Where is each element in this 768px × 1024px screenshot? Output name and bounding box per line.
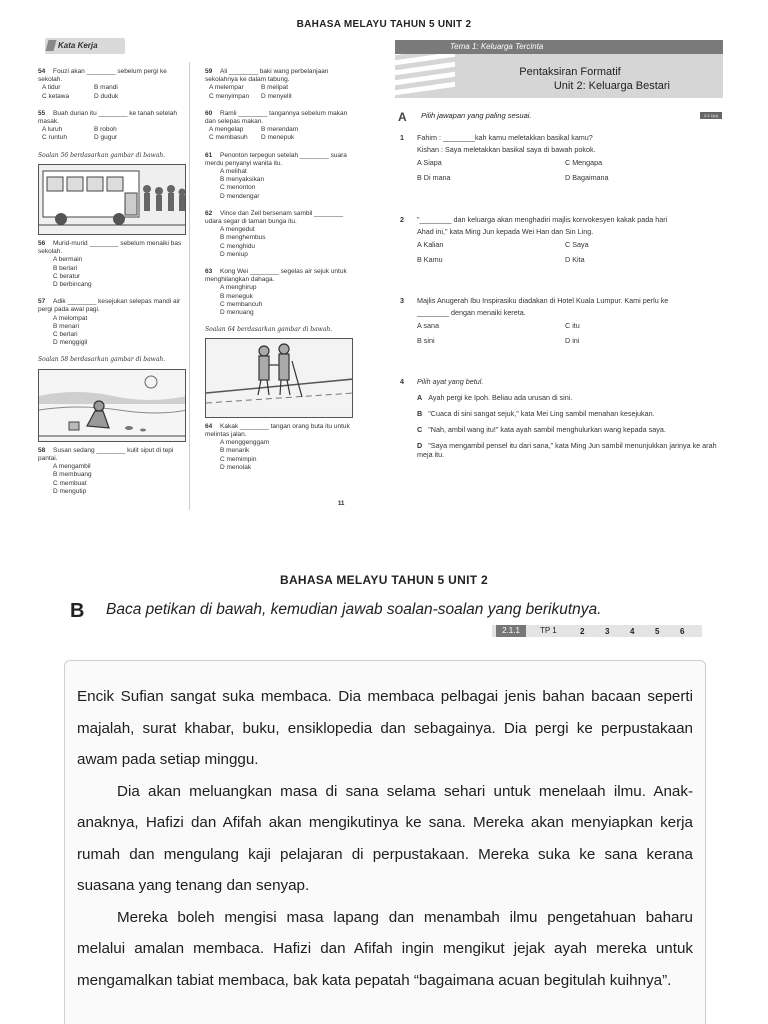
question-line: Ahad ini," kata Ming Jun kepada Wei Han dan Sin Ling. [417, 227, 594, 236]
answer-option: A mengelap [209, 126, 244, 134]
question-item [38, 110, 188, 143]
question-number: 58 [38, 446, 46, 454]
picture-caption: Soalan 56 berdasarkan gambar di bawah. [38, 151, 166, 159]
option-text: "Cuaca di sini sangat sejuk," kata Mei Ling sambil menahan kesejukan. [428, 409, 655, 418]
question-4 [400, 377, 725, 459]
column-divider [189, 62, 190, 510]
picture-caption: Soalan 64 berdasarkan gambar di bawah. [205, 326, 333, 334]
page-header-bottom: BAHASA MELAYU TAHUN 5 UNIT 2 [280, 573, 488, 587]
answer-option [400, 441, 725, 459]
answer-option: C membuat [53, 479, 87, 487]
answer-option: C menghidu [220, 242, 256, 250]
unit-title: Unit 2: Keluarga Bestari [553, 80, 670, 92]
section-b-instruction: Baca petikan di bawah, kemudian jawab soalan-soalan yang berikutnya. [106, 601, 602, 618]
answer-option: C membancuh [220, 300, 263, 308]
answer-option: C menyimpan [209, 92, 250, 100]
question-number: 64 [205, 422, 213, 430]
question-item [38, 298, 188, 347]
answer-option: B menyaksikan [220, 176, 265, 184]
option-letter: A [417, 393, 423, 402]
question-item [205, 110, 355, 143]
passage-paragraph: Dia akan meluangkan masa di sana selama sehari untuk menelaah ilmu. Anak-anaknya, Hafizi dan Afifah akan mengikutinya ke sana. Mereka akan menyiapkan kerja rumah dan mengulang kaji pelajaran di perpustakaan. Mereka suka ke sana kerana suasana yang tenang dan senyap. [77, 782, 693, 894]
option-group [205, 168, 355, 201]
question-number: 54 [38, 68, 46, 75]
question-stem: Susan sedang ________ kulit siput di tepi pantai. [38, 446, 174, 463]
bus-picture [38, 164, 186, 235]
tp-level: 5 [655, 627, 660, 636]
answer-option: D Bagaimana [565, 173, 609, 182]
answer-option: D menyelit [261, 92, 292, 100]
answer-option: D menepuk [261, 134, 295, 142]
beach-picture [38, 369, 186, 442]
question-stem: Ali ________ baki wang perbelanjaan sekolahnya ke dalam tabung. [205, 68, 329, 84]
option-letter: B [417, 409, 423, 418]
option-letter: C [417, 425, 423, 434]
answer-option: D menuang [220, 309, 254, 317]
tp-level: 4 [630, 627, 635, 636]
page-number: 11 [338, 501, 345, 507]
question-item [205, 423, 355, 472]
option-group [38, 126, 188, 142]
passage-paragraph: Encik Sufian sangat suka membaca. Dia membaca pelbagai jenis bahan bacaan seperti majalah, surat khabar, buku, ensiklopedia dan sebagainya. Dia pergi ke perpustakaan awam pada setiap minggu. [77, 688, 693, 768]
question-stem: Kong Wei ________ segelas air sejuk untuk menghilangkan dahaga. [205, 268, 347, 284]
question-item [205, 152, 355, 201]
question-number: 3 [400, 296, 404, 305]
option-text: "Nah, ambil wang itu!" kata ayah sambil menghulurkan wang kepada saya. [428, 425, 666, 434]
question-line: Majlis Anugerah Ibu Inspirasiku diadakan di Hotel Kuala Lumpur. Kami perlu ke [417, 296, 669, 305]
question-stem: Penonton terpegun setelah ________ suara merdu penyanyi wanita itu. [205, 151, 347, 167]
question-1 [400, 133, 725, 182]
level-code: 2.1.1 [496, 625, 526, 637]
answer-option: A Kalian [417, 240, 444, 249]
question-stem: Adik ________ kesejukan selepas mandi air pergi pada awal pagi. [38, 298, 181, 314]
question-stem: Ramli ________ tangannya sebelum makan dan selepas makan. [205, 109, 348, 126]
answer-option: D menggigil [53, 339, 88, 347]
option-text: Ayah pergi ke Ipoh. Beliau ada urusan di sini. [428, 393, 573, 402]
answer-option: B berlari [53, 264, 78, 272]
question-item [38, 68, 188, 101]
question-number: 4 [400, 377, 404, 386]
question-number: 1 [400, 133, 404, 142]
answer-option: D menolak [220, 463, 252, 471]
option-group [205, 126, 355, 142]
question-number: 60 [205, 109, 213, 117]
answer-option: B sini [417, 336, 435, 345]
question-line: "________ dan keluarga akan menghadiri majlis konvokesyen kakak pada hari [417, 215, 668, 224]
answer-option: C memimpin [220, 455, 257, 463]
question-item [38, 447, 188, 496]
answer-option: A menghirup [220, 284, 257, 292]
answer-option: C membasuh [209, 134, 248, 142]
answer-option: A melompat [53, 314, 88, 322]
answer-option: A melempar [209, 84, 244, 92]
answer-option: D Kita [565, 255, 585, 264]
answer-option: B menari [53, 322, 80, 330]
answer-option: C berlari [53, 331, 78, 339]
option-group [205, 439, 355, 472]
section-a-instruction: Pilih jawapan yang paling sesuai. [421, 111, 532, 120]
passage-paragraph: Mereka boleh mengisi masa lapang dan menambah ilmu pengetahuan baharu melalui amalan membaca. Hafizi dan Afifah ingin mengikut jejak ayah mereka untuk mengamalkan tabiat membaca, bak kata pepatah “bagaimana acuan begitulah kuihnya”. [77, 908, 693, 989]
answer-option: B mandi [94, 84, 118, 92]
answer-option: D berbincang [53, 281, 92, 289]
answer-option: B merendam [261, 126, 299, 134]
answer-option: A menggenggam [220, 439, 270, 447]
page-header-top: BAHASA MELAYU TAHUN 5 UNIT 2 [296, 19, 472, 30]
question-number: 61 [205, 151, 213, 159]
answer-option: C Mengapa [565, 158, 603, 167]
question-item [205, 210, 355, 259]
question-item [205, 68, 355, 101]
question-number: 59 [205, 68, 213, 75]
question-number: 63 [205, 268, 213, 276]
answer-option: C menonton [220, 184, 256, 192]
answer-option: C Saya [565, 240, 589, 249]
question-number: 56 [38, 240, 46, 248]
tp-label: TP 1 [540, 626, 557, 635]
answer-option: A tidur [42, 84, 61, 92]
question-line: Kishan : Saya meletakkan basikal saya di bawah pokok. [417, 145, 596, 154]
section-b-badge: B [70, 600, 85, 622]
assessment-title: Pentaksiran Formatif [519, 66, 621, 78]
tp-level: 6 [680, 627, 685, 636]
answer-option: B roboh [94, 126, 117, 134]
question-line: ________ dengan menaiki kereta. [417, 308, 526, 317]
answer-option [400, 409, 725, 418]
answer-option: B melipat [261, 84, 289, 92]
answer-option [400, 393, 725, 402]
question-number: 2 [400, 215, 404, 224]
answer-option: D mengutip [53, 487, 87, 495]
picture-caption: Soalan 58 berdasarkan gambar di bawah. [38, 356, 166, 364]
question-2 [400, 215, 725, 264]
answer-option: C runtuh [42, 134, 67, 142]
question-3 [400, 296, 725, 345]
option-group [38, 84, 188, 100]
option-group [38, 315, 188, 348]
answer-option: A Siapa [417, 158, 442, 167]
question-number: 55 [38, 109, 46, 117]
answer-option: B menghembus [220, 234, 266, 242]
option-group [205, 226, 355, 259]
tp-level: 3 [605, 627, 610, 636]
answer-option: A bermain [53, 256, 83, 264]
section-label-kata-kerja: Kata Kerja [45, 38, 125, 54]
answer-option: B membuang [53, 471, 92, 479]
option-group [38, 463, 188, 496]
option-group [205, 84, 355, 100]
question-column-2 [205, 68, 355, 481]
answer-option: C itu [565, 321, 580, 330]
tema-banner: Tema 1: Keluarga Tercinta [395, 40, 723, 54]
answer-option: D meniup [220, 250, 248, 258]
answer-option: D gugur [94, 134, 118, 142]
answer-option: B Kamu [417, 255, 443, 264]
reading-passage [64, 660, 706, 1024]
question-line: Pilih ayat yang betul. [417, 377, 484, 386]
answer-option: D ini [565, 336, 580, 345]
answer-option: A melihat [220, 168, 247, 176]
answer-option: C beratur [53, 272, 81, 280]
option-letter: D [417, 441, 423, 450]
skill-tag: 2.1.1(d) [700, 112, 722, 119]
tp-level-strip [492, 625, 702, 637]
answer-option: A luruh [42, 126, 63, 134]
tp-level: 2 [580, 627, 585, 636]
question-stem: Kakak ________ tangan orang buta itu untuk melintas jalan. [205, 422, 350, 438]
answer-option: A mengedut [220, 226, 255, 234]
question-line: Fahim : ________kah kamu meletakkan basikal kamu? [417, 133, 593, 142]
answer-option: B meneguk [220, 292, 253, 300]
option-group [205, 284, 355, 317]
question-stem: Vince dan Zell bersenam sambil ________ udara segar di taman bunga itu. [205, 209, 344, 226]
answer-option: A sana [417, 321, 439, 330]
question-stem: Fouzi akan ________ sebelum pergi ke sekolah. [38, 68, 167, 84]
question-number: 62 [205, 209, 213, 217]
option-text: "Saya mengambil pensel itu dari sana," kata Ming Jun sambil menunjukkan jarinya ke arah meja itu. [417, 441, 717, 459]
option-group [38, 256, 188, 289]
question-stem: Buah durian itu ________ ke tanah setelah masak. [38, 109, 177, 126]
section-a-badge: A [398, 110, 410, 122]
answer-option [400, 425, 725, 434]
walk-picture [205, 338, 353, 417]
question-item [38, 240, 188, 289]
question-stem: Murid-murid ________ sebelum menaiki bas sekolah. [38, 240, 182, 256]
question-number: 57 [38, 298, 46, 306]
question-item [205, 268, 355, 317]
answer-option: B Di mana [417, 173, 451, 182]
answer-option: B menarik [220, 447, 250, 455]
question-column-1 [38, 68, 188, 505]
answer-option: A mengambil [53, 463, 91, 471]
answer-option: C ketawa [42, 92, 70, 100]
answer-option: D mendengar [220, 192, 260, 200]
answer-option: D duduk [94, 92, 119, 100]
